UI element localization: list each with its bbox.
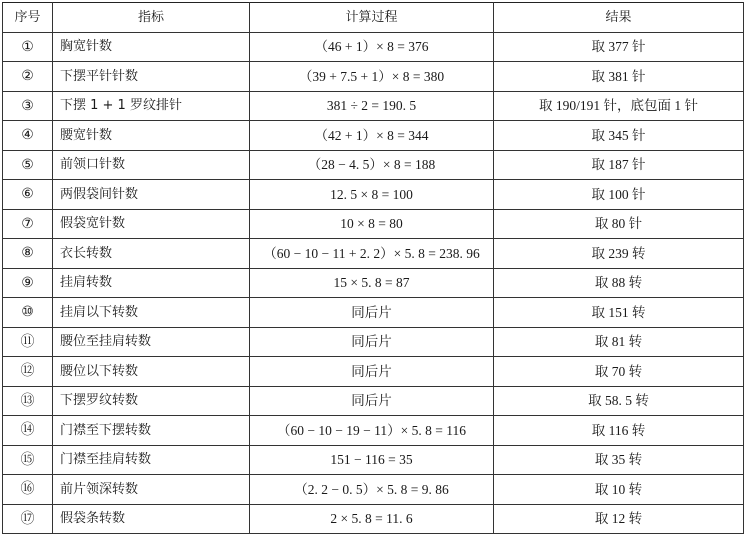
header-result: 结果 xyxy=(494,3,744,33)
table-row xyxy=(3,357,744,387)
row-index-cell: ② xyxy=(3,62,53,92)
row-indicator-cell: 下摆平针针数 xyxy=(53,62,250,92)
row-result-cell: 取 100 针 xyxy=(494,180,744,210)
row-result-cell: 取 190/191 针，底包面 1 针 xyxy=(494,91,744,121)
row-calculation-cell: （42 + 1）× 8 = 344 xyxy=(250,121,494,151)
table-row xyxy=(3,209,744,239)
row-index-cell: ⑦ xyxy=(3,209,53,239)
row-calculation-cell: （28 − 4. 5）× 8 = 188 xyxy=(250,150,494,180)
row-indicator-cell: 假袋条转数 xyxy=(53,504,250,534)
row-result-cell: 取 381 针 xyxy=(494,62,744,92)
row-result-cell: 取 116 转 xyxy=(494,416,744,446)
row-index-cell: ⑨ xyxy=(3,268,53,298)
table-header-row xyxy=(3,3,744,33)
row-index-cell: ⑬ xyxy=(3,386,53,416)
row-index-cell: ③ xyxy=(3,91,53,121)
row-index-cell: ⑭ xyxy=(3,416,53,446)
row-index-cell: ① xyxy=(3,32,53,62)
table-body xyxy=(3,32,744,534)
table-row xyxy=(3,327,744,357)
row-result-cell: 取 239 转 xyxy=(494,239,744,269)
row-result-cell: 取 35 转 xyxy=(494,445,744,475)
row-calculation-cell: 12. 5 × 8 = 100 xyxy=(250,180,494,210)
row-calculation-cell: 381 ÷ 2 = 190. 5 xyxy=(250,91,494,121)
row-calculation-cell: 15 × 5. 8 = 87 xyxy=(250,268,494,298)
table-row xyxy=(3,91,744,121)
table-row xyxy=(3,239,744,269)
row-calculation-cell: 同后片 xyxy=(250,298,494,328)
row-index-cell: ⑥ xyxy=(3,180,53,210)
row-indicator-cell: 两假袋间针数 xyxy=(53,180,250,210)
row-indicator-cell: 前片领深转数 xyxy=(53,475,250,505)
row-calculation-cell: （39 + 7.5 + 1）× 8 = 380 xyxy=(250,62,494,92)
row-calculation-cell: （60 − 10 − 19 − 11）× 5. 8 = 116 xyxy=(250,416,494,446)
row-result-cell: 取 12 转 xyxy=(494,504,744,534)
row-calculation-cell: 同后片 xyxy=(250,386,494,416)
row-calculation-cell: 同后片 xyxy=(250,357,494,387)
table-row xyxy=(3,504,744,534)
row-result-cell: 取 345 针 xyxy=(494,121,744,151)
row-calculation-cell: 151 − 116 = 35 xyxy=(250,445,494,475)
row-index-cell: ⑤ xyxy=(3,150,53,180)
table-row xyxy=(3,475,744,505)
row-calculation-cell: 2 × 5. 8 = 11. 6 xyxy=(250,504,494,534)
calculation-table-container xyxy=(2,2,743,534)
table-row xyxy=(3,121,744,151)
table-row xyxy=(3,268,744,298)
row-indicator-cell: 下摆罗纹转数 xyxy=(53,386,250,416)
row-calculation-cell: 10 × 8 = 80 xyxy=(250,209,494,239)
row-result-cell: 取 88 转 xyxy=(494,268,744,298)
row-index-cell: ⑧ xyxy=(3,239,53,269)
row-indicator-cell: 胸宽针数 xyxy=(53,32,250,62)
row-calculation-cell: （46 + 1）× 8 = 376 xyxy=(250,32,494,62)
row-result-cell: 取 80 针 xyxy=(494,209,744,239)
table-row xyxy=(3,386,744,416)
row-calculation-cell: （2. 2 − 0. 5）× 5. 8 = 9. 86 xyxy=(250,475,494,505)
table-row xyxy=(3,298,744,328)
row-result-cell: 取 70 转 xyxy=(494,357,744,387)
row-calculation-cell: （60 − 10 − 11 + 2. 2）× 5. 8 = 238. 96 xyxy=(250,239,494,269)
row-indicator-cell: 腰位至挂肩转数 xyxy=(53,327,250,357)
table-row xyxy=(3,416,744,446)
table-row xyxy=(3,62,744,92)
row-index-cell: ⑮ xyxy=(3,445,53,475)
row-indicator-cell: 挂肩以下转数 xyxy=(53,298,250,328)
row-indicator-cell: 假袋宽针数 xyxy=(53,209,250,239)
row-result-cell: 取 377 针 xyxy=(494,32,744,62)
row-indicator-cell: 门襟至下摆转数 xyxy=(53,416,250,446)
header-calculation: 计算过程 xyxy=(250,3,494,33)
row-indicator-cell: 门襟至挂肩转数 xyxy=(53,445,250,475)
row-indicator-cell: 腰宽针数 xyxy=(53,121,250,151)
row-result-cell: 取 81 转 xyxy=(494,327,744,357)
row-result-cell: 取 151 转 xyxy=(494,298,744,328)
row-result-cell: 取 187 针 xyxy=(494,150,744,180)
row-index-cell: ④ xyxy=(3,121,53,151)
header-index: 序号 xyxy=(3,3,53,33)
row-indicator-cell: 下摆 1 + 1 罗纹排针 xyxy=(53,91,250,121)
row-indicator-cell: 挂肩转数 xyxy=(53,268,250,298)
row-result-cell: 取 10 转 xyxy=(494,475,744,505)
table-row xyxy=(3,180,744,210)
row-indicator-cell: 腰位以下转数 xyxy=(53,357,250,387)
row-indicator-cell: 前领口针数 xyxy=(53,150,250,180)
header-indicator: 指标 xyxy=(53,3,250,33)
row-index-cell: ⑫ xyxy=(3,357,53,387)
row-indicator-cell: 衣长转数 xyxy=(53,239,250,269)
calculation-table xyxy=(2,2,744,534)
row-calculation-cell: 同后片 xyxy=(250,327,494,357)
table-row xyxy=(3,445,744,475)
row-index-cell: ⑰ xyxy=(3,504,53,534)
row-index-cell: ⑯ xyxy=(3,475,53,505)
row-index-cell: ⑪ xyxy=(3,327,53,357)
row-index-cell: ⑩ xyxy=(3,298,53,328)
table-row xyxy=(3,32,744,62)
table-row xyxy=(3,150,744,180)
row-result-cell: 取 58. 5 转 xyxy=(494,386,744,416)
